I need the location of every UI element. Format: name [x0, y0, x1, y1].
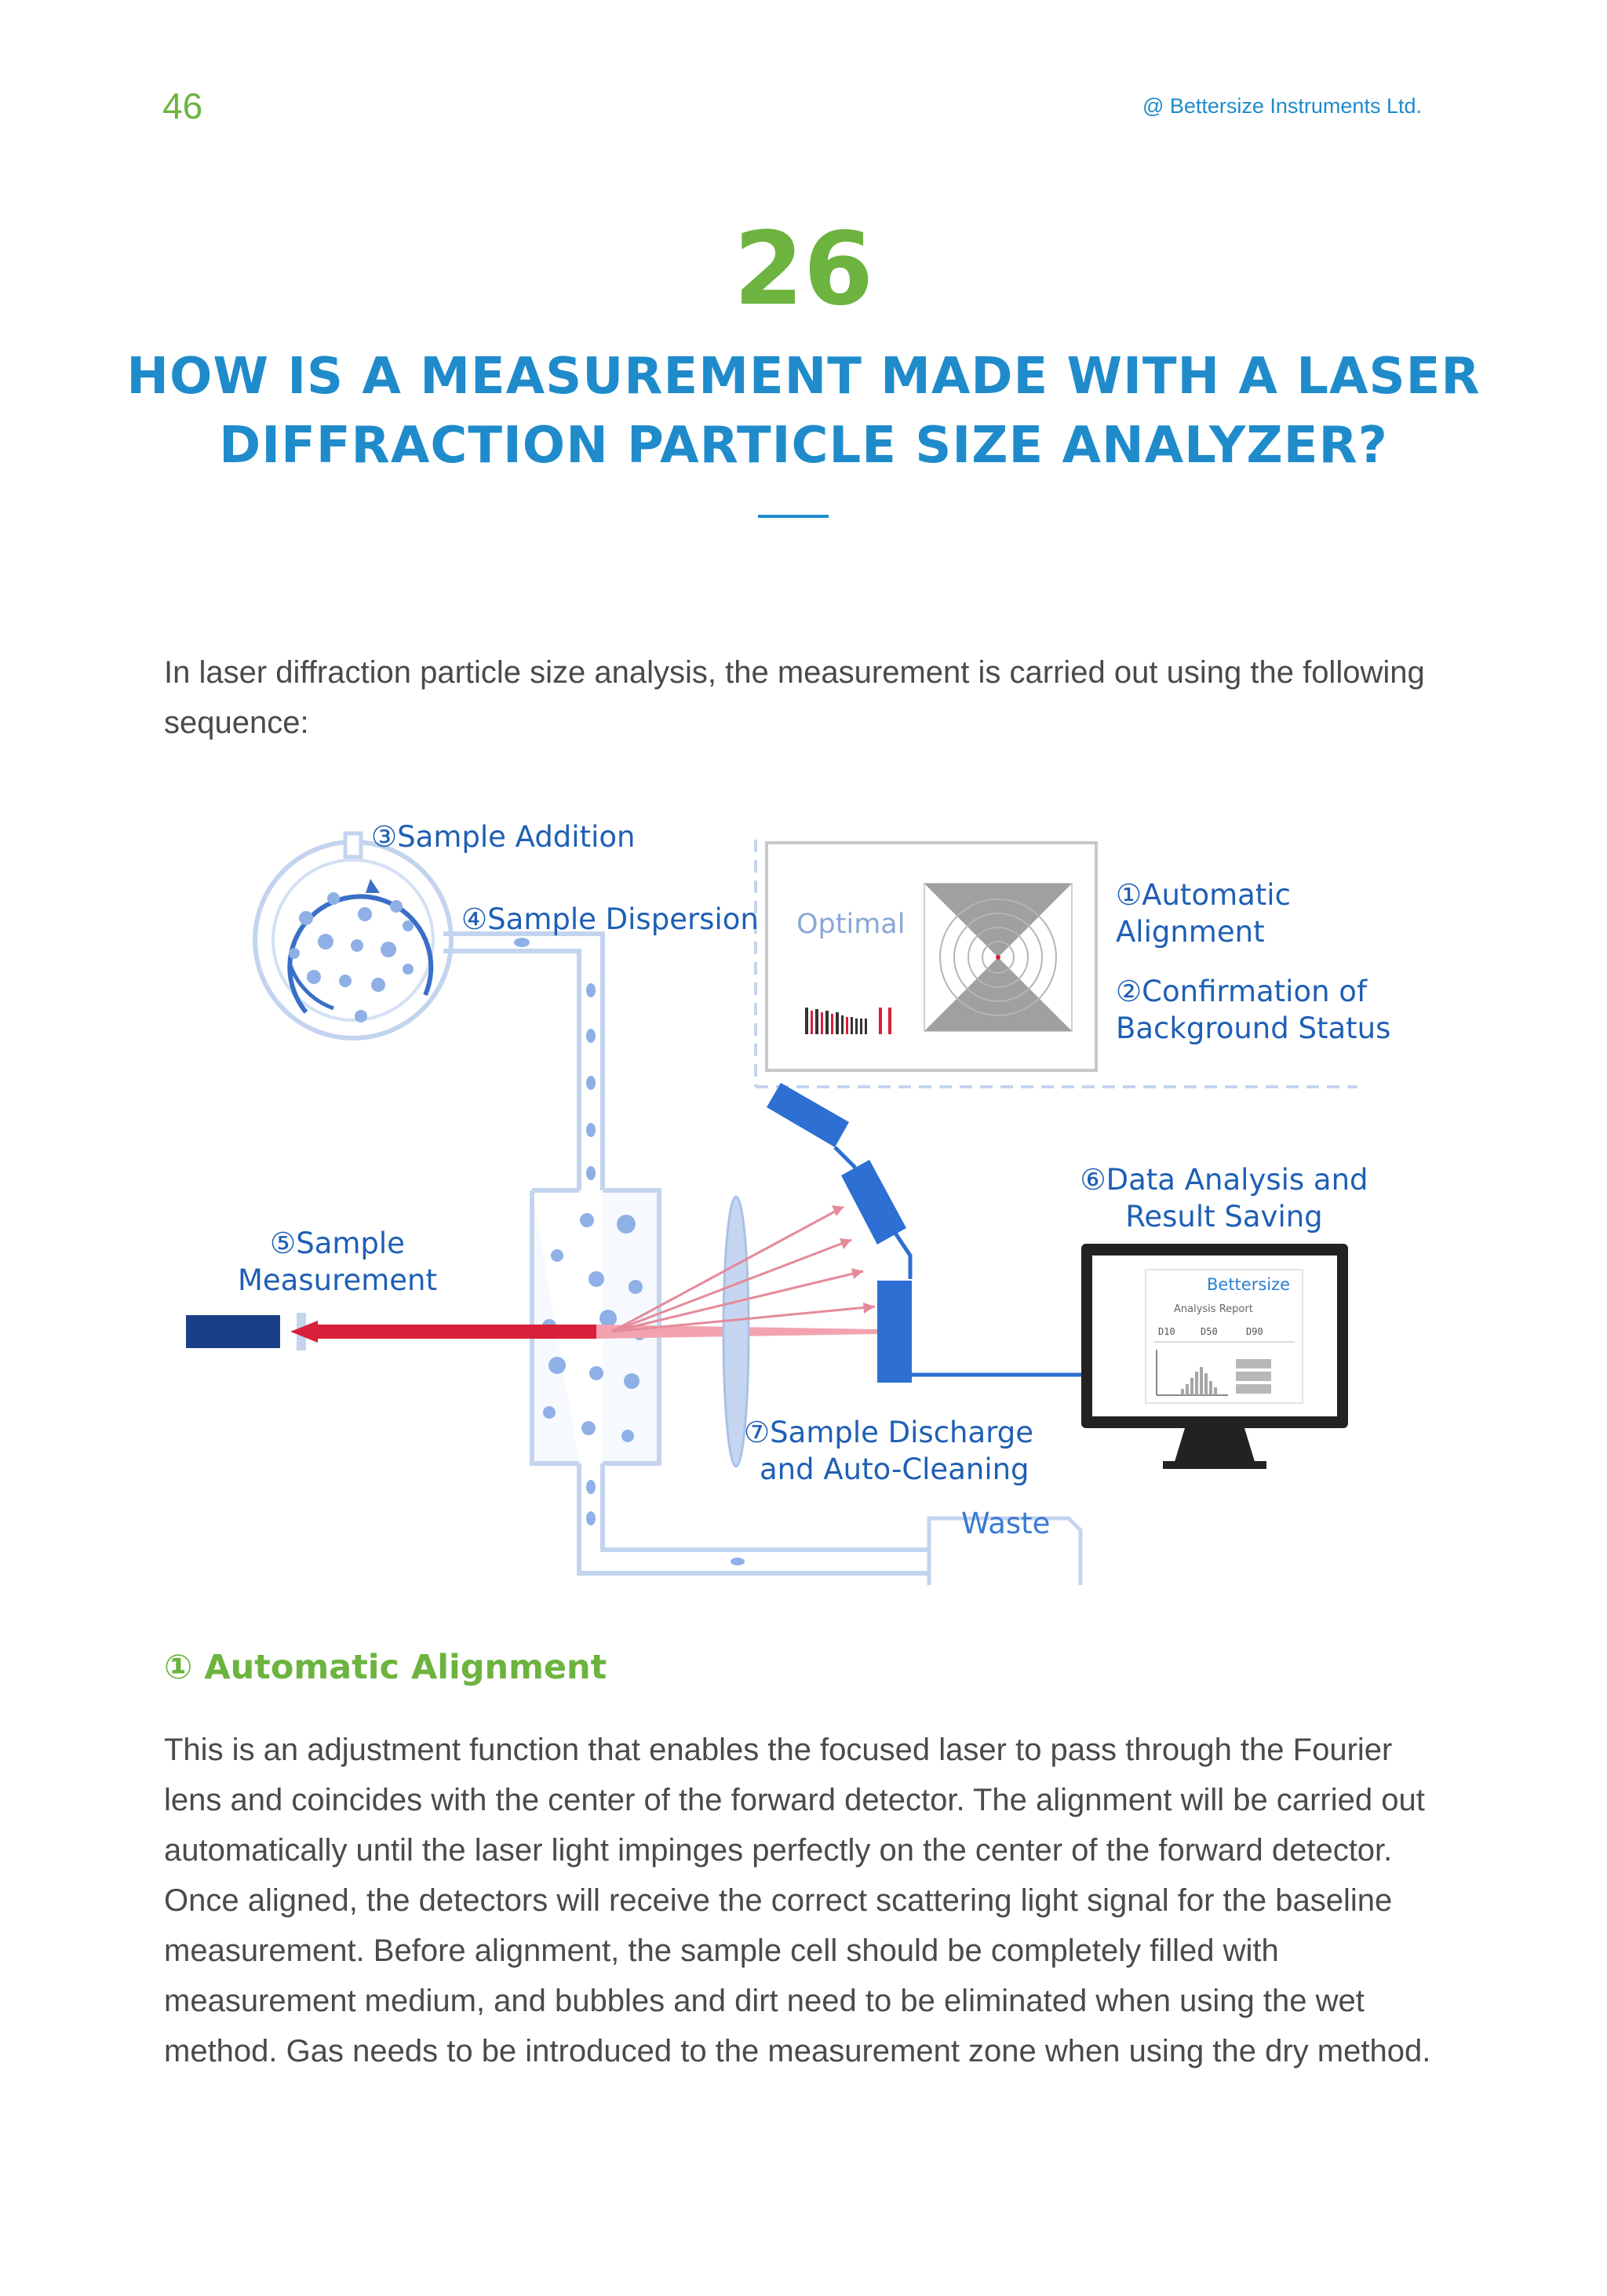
section-heading: ① Automatic Alignment [164, 1648, 607, 1687]
section-body: This is an adjustment function that enables the focused laser to pass through the Fourier lens and coincides with the center of the forward detector. The alignment will be carried out automatically until the laser light impinges perfectly on the center of the forward detector. Once aligned, the detectors will receive the correct scattering light signal for the baseline measurement. Before alignment, the sample cell should be completely filled with measurement medium, and bubbles and dirt need to be eliminated when using the wet method. Gas needs to be introduced to the measurement zone when using the dry method. [164, 1733, 1431, 2068]
monitor-report-title: Analysis Report [1174, 1303, 1253, 1315]
laser-source [186, 1315, 280, 1348]
sample-tank [255, 833, 451, 1038]
side-detector-arm [767, 1083, 906, 1245]
label-data-analysis-line1: ⑥Data Analysis and [1080, 1163, 1368, 1197]
title-divider [758, 515, 829, 518]
monitor-col-d50: D50 [1201, 1326, 1218, 1337]
pipe-particles [514, 938, 596, 1180]
label-automatic-alignment-line1: ①Automatic [1116, 878, 1291, 912]
page-title: HOW IS A MEASUREMENT MADE WITH A LASER DIFFRACTION PARTICLE SIZE ANALYZER? [126, 348, 1481, 475]
label-optimal: Optimal [796, 909, 906, 940]
monitor-col-d90: D90 [1246, 1326, 1263, 1337]
forward-detector [877, 1281, 912, 1383]
intro-paragraph: In laser diffraction particle size analysis, the measurement is carried out using the following sequence: [164, 655, 1425, 740]
label-sample-measurement-line2: Measurement [237, 1263, 437, 1297]
label-sample-measurement-line1: ⑤Sample [270, 1226, 405, 1260]
label-confirmation-line2: Background Status [1116, 1011, 1391, 1045]
label-data-analysis-line2: Result Saving [1125, 1200, 1323, 1234]
publisher-credit: @ Bettersize Instruments Ltd. [1142, 94, 1422, 118]
label-confirmation-line1: ②Confirmation of [1116, 975, 1367, 1008]
label-sample-dispersion: ④Sample Dispersion [461, 902, 759, 936]
chapter-number: 26 [733, 211, 874, 328]
measurement-diagram [173, 816, 1428, 1585]
monitor-col-d10: D10 [1158, 1326, 1175, 1337]
label-discharge-line2: and Auto-Cleaning [760, 1452, 1029, 1486]
label-automatic-alignment-line2: Alignment [1116, 915, 1265, 949]
laser-beam [314, 1325, 596, 1339]
inlet-pipe [443, 934, 603, 1190]
label-waste: Waste [961, 1507, 1051, 1540]
label-discharge-line1: ⑦Sample Discharge [744, 1416, 1033, 1449]
monitor-brand: Bettersize [1207, 1275, 1291, 1294]
page-number: 46 [162, 86, 203, 126]
alignment-window [767, 843, 1096, 1070]
label-sample-addition: ③Sample Addition [371, 820, 636, 854]
